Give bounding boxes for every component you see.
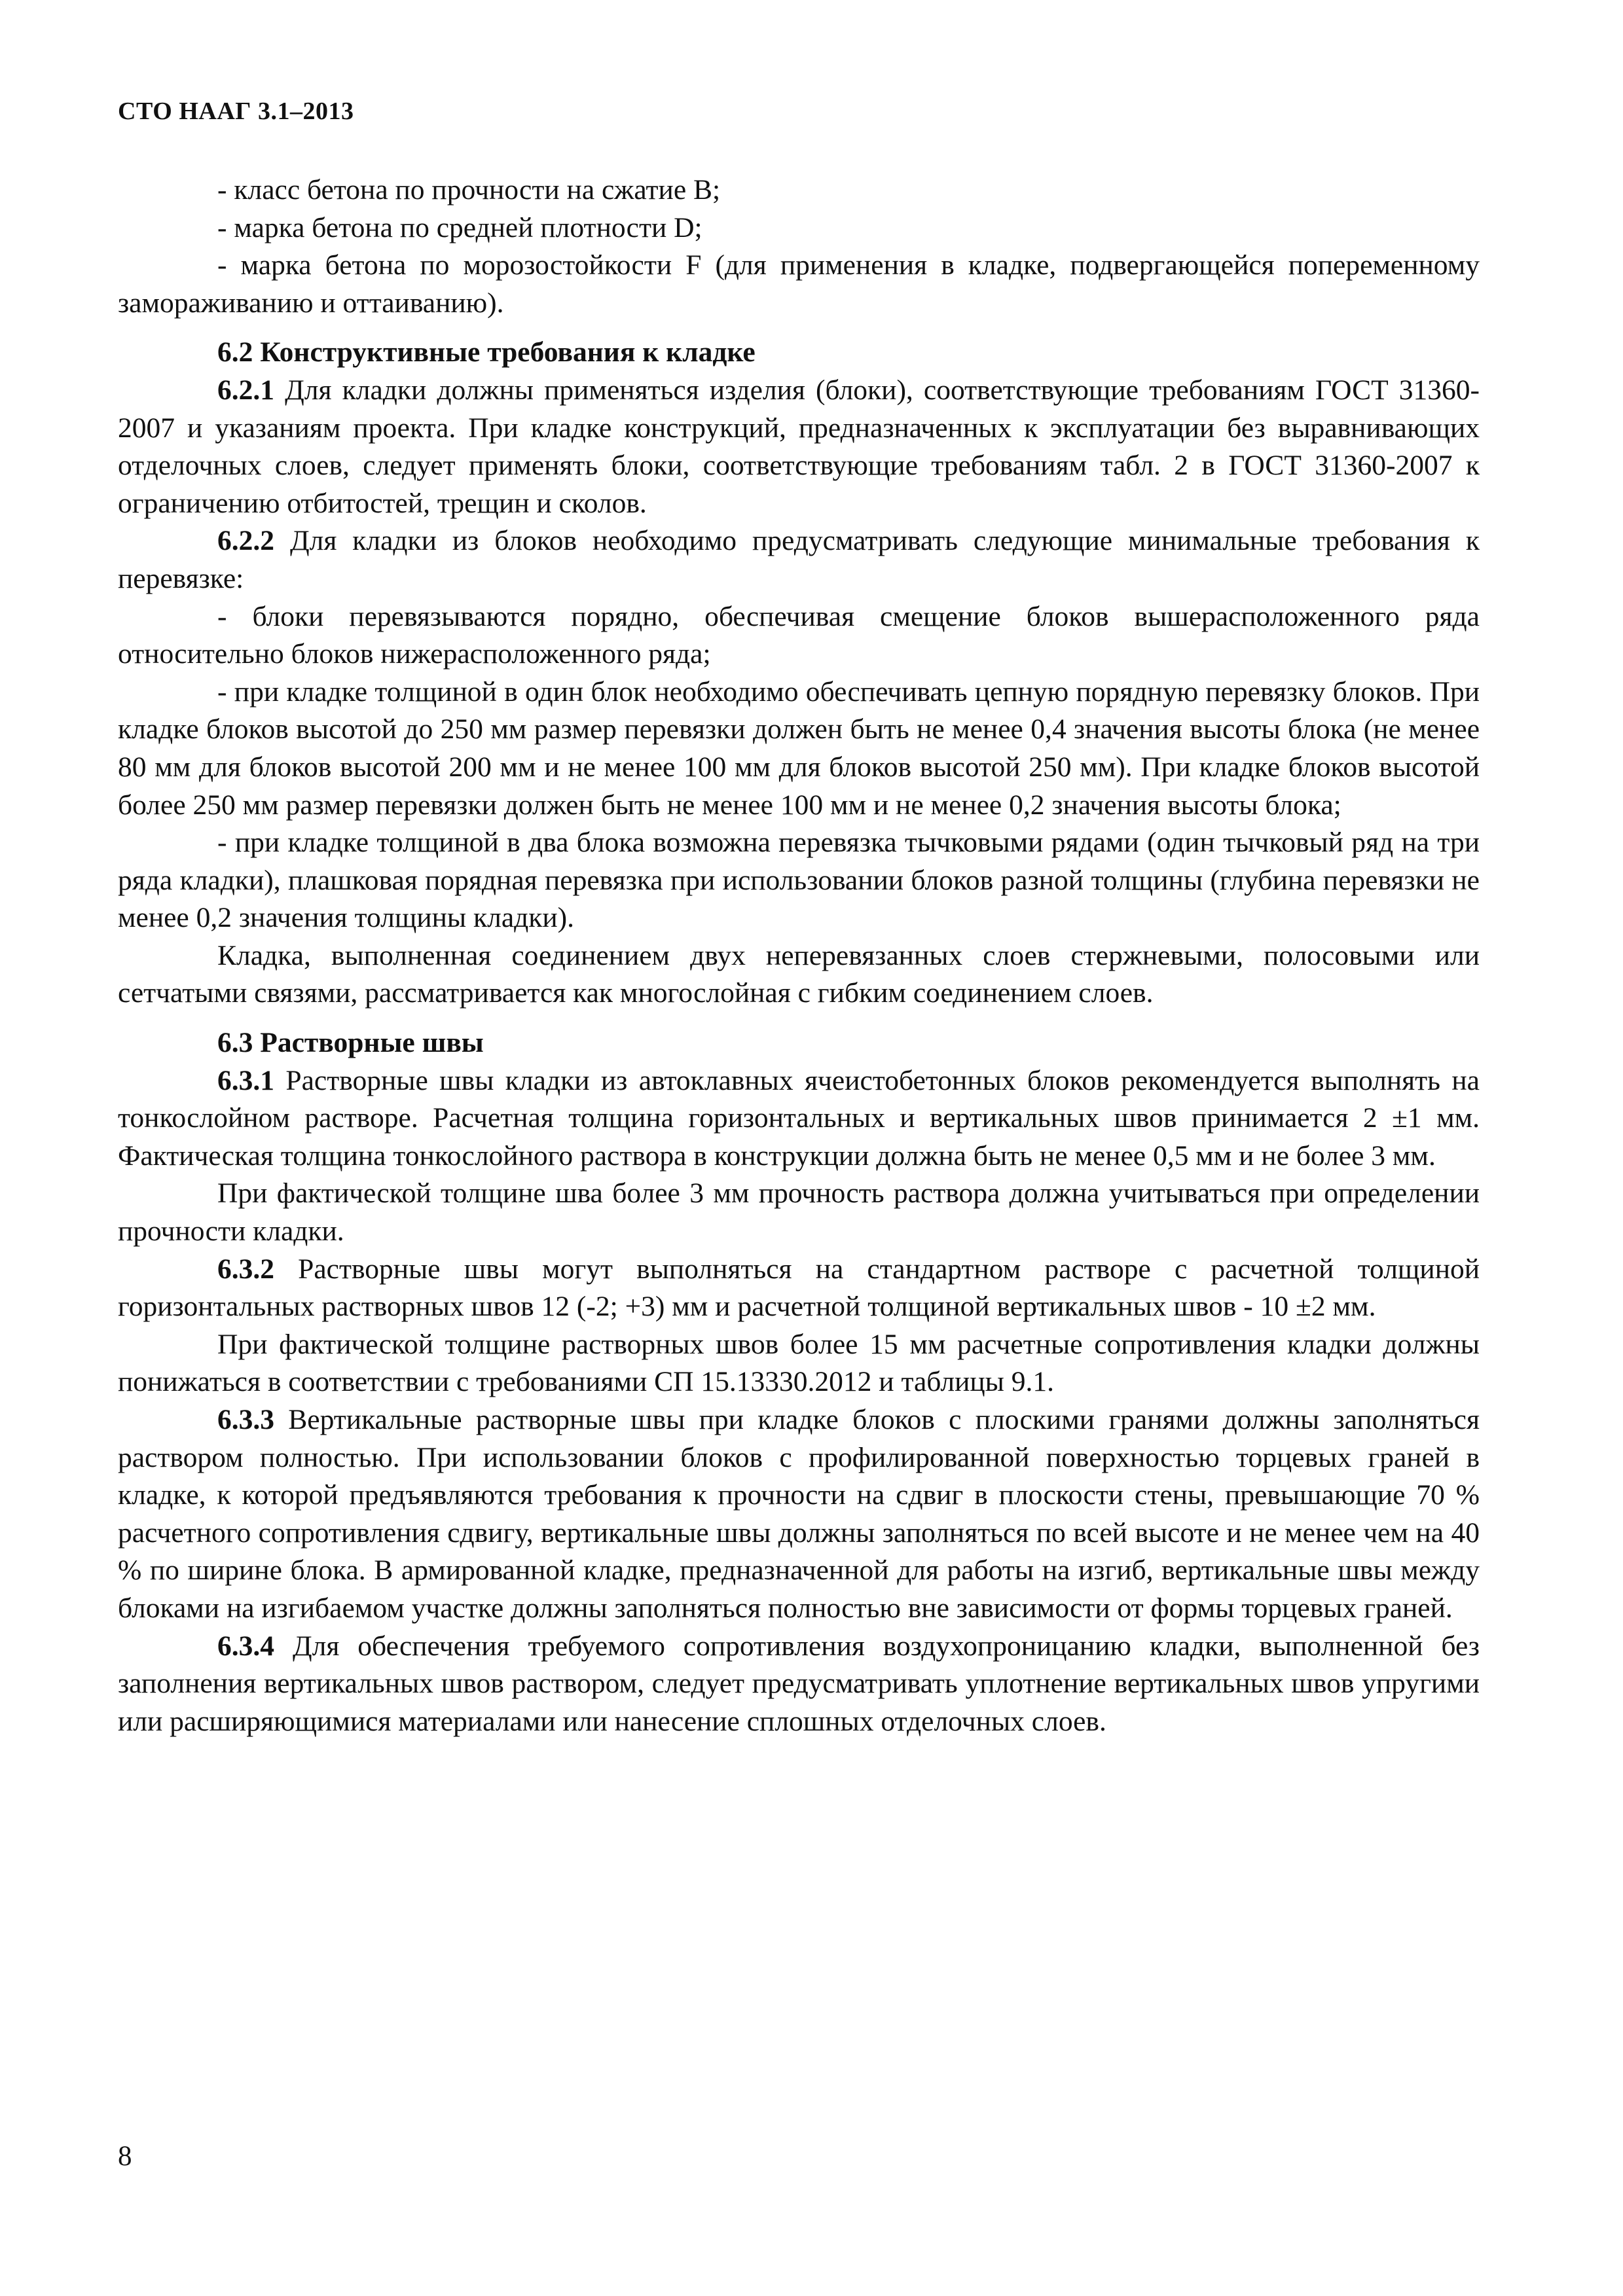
list-item-concrete-class: - класс бетона по прочности на сжатие В;: [217, 174, 721, 206]
paragraph-joint-thickness: При фактической толщине шва более 3 мм прочность раствора должна учитываться при определении прочности кладки.: [118, 1177, 1480, 1247]
clause-number: 6.3.2: [217, 1253, 274, 1285]
clause-number: 6.2.1: [217, 374, 274, 406]
clause-6-3-2: 6.3.2 Растворные швы могут выполняться на стандартном растворе с расчетной толщиной горизонтальных растворных швов 12 (-2; +3) мм и расчетной толщиной вертикальных швов - 10 ±2 мм.: [118, 1253, 1480, 1323]
clause-number: 6.3.3: [217, 1404, 274, 1435]
clause-6-3-1: 6.3.1 Растворные швы кладки из автоклавных ячеистобетонных блоков рекомендуется выполнять на тонкослойном растворе. Расчетная толщина горизонтальных и вертикальных швов принимается 2 ±1 мм. Фактическая толщина тонкослойного раствора в конструкции должна быть не менее 0,5 мм и не более 3 мм.: [118, 1064, 1480, 1172]
clause-number: 6.2.2: [217, 525, 274, 557]
document-code-header: СТО НААГ 3.1–2013: [118, 98, 354, 125]
list-item-concrete-density: - марка бетона по средней плотности D;: [217, 211, 702, 243]
page-number: 8: [118, 2141, 132, 2172]
list-item-double-block: - при кладке толщиной в два блока возможна перевязка тычковыми рядами (один тычковый ряд на три ряда кладки), плашковая порядная перевязка при использовании блоков разной толщины (глубина перевязки не менее 0,2 значения толщины кладки).: [118, 827, 1480, 934]
clause-6-3-3: 6.3.3 Вертикальные растворные швы при кладке блоков с плоскими гранями должны заполняться раствором полностью. При использовании блоков с профилированной поверхностью торцевых граней в кладке, к которой предъявляются требования к прочности на сдвиг в плоскости стены, превышающие 70 % расчетного сопротивления сдвигу, вертикальные швы должны заполняться по всей высоте и не менее чем на 40 % по ширине блока. В армированной кладке, предназначенной для работы на изгиб, вертикальные швы между блоками на изгибаемом участке должны заполняться полностью вне зависимости от формы торцевых граней.: [118, 1404, 1480, 1624]
list-item-bonding-rows: - блоки перевязываются порядно, обеспечивая смещение блоков вышерасположенного ряда относительно блоков нижерасположенного ряда;: [118, 600, 1480, 670]
list-item-concrete-frost: - марка бетона по морозостойкости F (для применения в кладке, подвергающейся попеременному замораживанию и оттаиванию).: [118, 249, 1480, 319]
section-heading-6-2: 6.2 Конструктивные требования к кладке: [217, 336, 756, 368]
paragraph-multilayer: Кладка, выполненная соединением двух неперевязанных слоев стержневыми, полосовыми или сетчатыми связями, рассматривается как многослойная с гибким соединением слоев.: [118, 939, 1480, 1009]
clause-number: 6.3.4: [217, 1630, 274, 1662]
clause-number: 6.3.1: [217, 1064, 274, 1096]
paragraph-joint-reduction: При фактической толщине растворных швов более 15 мм расчетные сопротивления кладки должны понижаться в соответствии с требованиями СП 15.13330.2012 и таблицы 9.1.: [118, 1328, 1480, 1398]
clause-6-2-1: 6.2.1 Для кладки должны применяться изделия (блоки), соответствующие требованиям ГОСТ 31360-2007 и указаниям проекта. При кладке конструкций, предназначенных к эксплуатации без выравнивающих отделочных слоев, следует применять блоки, соответствующие требованиям табл. 2 в ГОСТ 31360-2007 к ограничению отбитостей, трещин и сколов.: [118, 374, 1480, 519]
section-heading-6-3: 6.3 Растворные швы: [217, 1027, 484, 1059]
document-body: [118, 171, 1480, 1740]
clause-6-3-4: 6.3.4 Для обеспечения требуемого сопротивления воздухопроницанию кладки, выполненной без заполнения вертикальных швов раствором, следует предусматривать уплотнение вертикальных швов упругими или расширяющимися материалами или нанесение сплошных отделочных слоев.: [118, 1630, 1480, 1737]
list-item-single-block: - при кладке толщиной в один блок необходимо обеспечивать цепную порядную перевязку блоков. При кладке блоков высотой до 250 мм размер перевязки должен быть не менее 0,4 значения высоты блока (не менее 80 мм для блоков высотой 200 мм и не менее 100 мм для блоков высотой 250 мм). При кладке блоков высотой более 250 мм размер перевязки должен быть не менее 100 мм и не менее 0,2 значения высоты блока;: [118, 675, 1480, 821]
clause-6-2-2: 6.2.2 Для кладки из блоков необходимо предусматривать следующие минимальные требования к перевязке:: [118, 525, 1480, 594]
